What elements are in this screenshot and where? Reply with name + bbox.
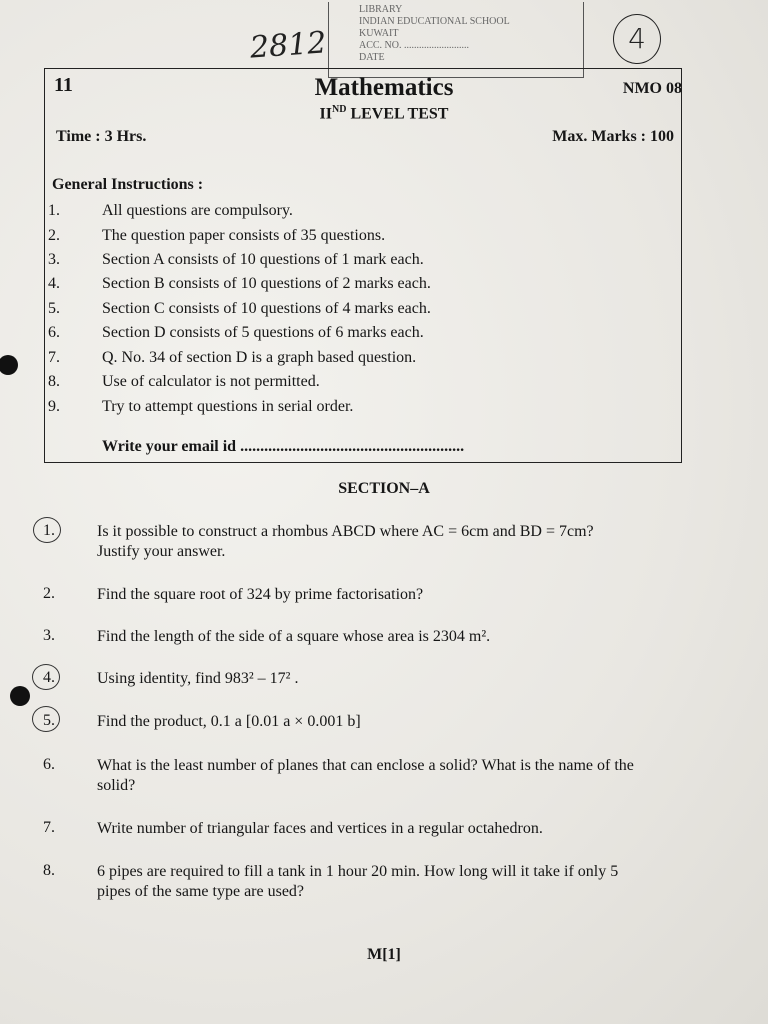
- instruction-text: Section A consists of 10 questions of 1 mark each.: [102, 251, 424, 268]
- handwritten-number: 2812: [248, 25, 328, 66]
- question-text: Is it possible to construct a rhombus ABCD where AC = 6cm and BD = 7cm?: [97, 523, 594, 540]
- max-marks: Max. Marks : 100: [552, 128, 674, 145]
- level-suffix: LEVEL TEST: [346, 105, 449, 123]
- instruction-number: 9.: [48, 398, 60, 415]
- question-number: 1.: [43, 522, 55, 539]
- level-prefix: II: [319, 105, 332, 123]
- punch-hole-mark: [10, 686, 30, 706]
- question-text: 6 pipes are required to fill a tank in 1 hour 20 min. How long will it take if only 5: [97, 863, 619, 880]
- library-stamp: [328, 2, 584, 78]
- question-number: 2.: [43, 585, 55, 602]
- question-number: 5.: [43, 712, 55, 729]
- instruction-number: 8.: [48, 373, 60, 390]
- question-text: Find the square root of 324 by prime factorisation?: [97, 586, 424, 603]
- time-allowed: Time : 3 Hrs.: [56, 128, 147, 145]
- stamp-line: ACC. NO. ..........................: [359, 40, 470, 51]
- circled-page-number: 4: [613, 14, 661, 64]
- stamp-line: KUWAIT: [359, 28, 399, 39]
- section-heading: SECTION–A: [338, 480, 430, 497]
- instruction-text: Section B consists of 10 questions of 2 marks each.: [102, 275, 431, 292]
- stamp-line: DATE: [359, 52, 385, 63]
- instruction-number: 1.: [48, 202, 60, 219]
- handwritten-circle: [32, 664, 60, 690]
- question-text: Justify your answer.: [97, 543, 226, 560]
- question-text: Using identity, find 983² – 17² .: [97, 670, 299, 687]
- instruction-number: 2.: [48, 227, 60, 244]
- question-text: Write number of triangular faces and vertices in a regular octahedron.: [97, 820, 543, 837]
- instruction-text: Section D consists of 5 questions of 6 marks each.: [102, 324, 424, 341]
- question-number: 8.: [43, 862, 55, 879]
- handwritten-circle: [32, 706, 60, 732]
- stamp-line: INDIAN EDUCATIONAL SCHOOL: [359, 16, 510, 27]
- instruction-number: 4.: [48, 275, 60, 292]
- question-text: Find the length of the side of a square whose area is 2304 m².: [97, 628, 491, 645]
- instructions-title: General Instructions :: [52, 176, 204, 193]
- instruction-text: Section C consists of 10 questions of 4 marks each.: [102, 300, 431, 317]
- paper-code: NMO 08: [622, 80, 682, 97]
- handwritten-circle: [33, 517, 61, 543]
- instruction-text: All questions are compulsory.: [102, 202, 293, 219]
- instruction-text: Use of calculator is not permitted.: [102, 373, 320, 390]
- subject-title: Mathematics: [314, 74, 454, 101]
- instruction-text: Q. No. 34 of section D is a graph based question.: [102, 349, 417, 366]
- level-superscript: ND: [332, 104, 347, 115]
- test-level: [0, 104, 768, 123]
- page-footer: M[1]: [367, 946, 401, 963]
- punch-hole-mark: [0, 355, 18, 375]
- instruction-text: Try to attempt questions in serial order.: [102, 398, 354, 415]
- question-text: What is the least number of planes that can enclose a solid? What is the name of the: [97, 757, 634, 774]
- question-number: 7.: [43, 819, 55, 836]
- question-text: Find the product, 0.1 a [0.01 a × 0.001 b]: [97, 713, 361, 730]
- instruction-number: 6.: [48, 324, 60, 341]
- stamp-line: LIBRARY: [359, 4, 403, 15]
- question-text: pipes of the same type are used?: [97, 883, 305, 900]
- class-number: 11: [54, 74, 73, 96]
- question-number: 3.: [43, 627, 55, 644]
- question-number: 6.: [43, 756, 55, 773]
- instruction-number: 5.: [48, 300, 60, 317]
- question-number: 4.: [43, 669, 55, 686]
- question-text: solid?: [97, 777, 136, 794]
- instruction-number: 3.: [48, 251, 60, 268]
- instruction-number: 7.: [48, 349, 60, 366]
- instruction-text: The question paper consists of 35 questions.: [102, 227, 386, 244]
- email-field-label: Write your email id ........................................................: [102, 438, 465, 455]
